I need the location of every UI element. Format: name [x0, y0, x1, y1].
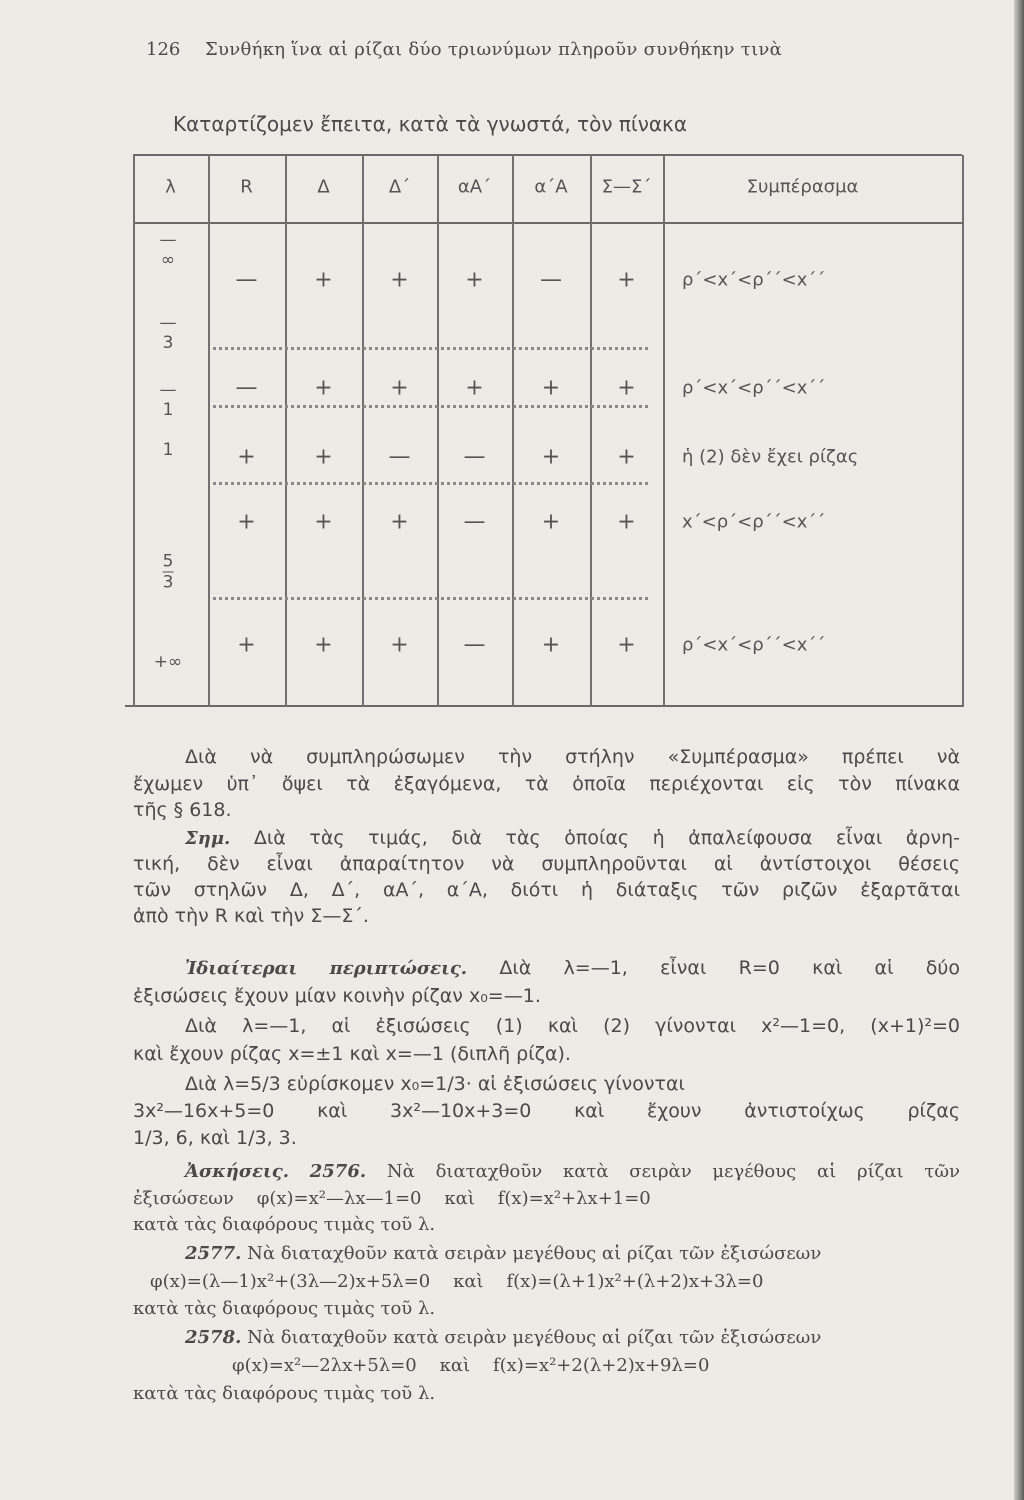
exercise-text: Νὰ διαταχθοῦν κατὰ σειρὰν μεγέθους αἱ ρίζαι τῶν ἐξισώσεων — [241, 1243, 822, 1264]
column-header: αΑ΄ — [457, 176, 492, 198]
column-divider — [512, 155, 514, 707]
table-top-rule — [133, 154, 962, 156]
column-header: α΄Α — [534, 176, 568, 198]
exercise-2577 — [185, 1242, 821, 1266]
exercise-line: ἐξισώσεων φ(x)=x²—λx—1=0 καὶ f(x)=x²+λx+1=0 — [133, 1188, 651, 1209]
conclusion-cell: ρ΄<x΄<ρ΄΄<x΄΄ — [682, 269, 826, 291]
special-line: ἐξισώσεις ἔχουν μίαν κοινὴν ρίζαν x₀=—1. — [133, 985, 541, 1007]
note-line: ἀπὸ τὴν R καὶ τὴν Σ—Σ΄. — [133, 905, 369, 927]
boundary-dotted-line — [213, 597, 648, 600]
sign-cell: — — [463, 444, 486, 470]
sign-cell: + — [314, 509, 333, 535]
special-text: Διὰ λ=—1, εἶναι R=0 καὶ αἱ δύο — [467, 957, 961, 979]
sign-cell: + — [314, 375, 333, 401]
special-line: Διὰ λ=5/3 εὑρίσκομεν x₀=1/3· αἱ ἐξισώσεις γίνονται — [185, 1073, 685, 1095]
exercise-line: φ(x)=x²—2λx+5λ=0 καὶ f(x)=x²+2(λ+2)x+9λ=0 — [232, 1355, 710, 1376]
exercise-line: κατὰ τὰς διαφόρους τιμὰς τοῦ λ. — [133, 1298, 436, 1319]
special-line: καὶ ἔχουν ρίζας x=±1 καὶ x=—1 (διπλῆ ρίζα). — [133, 1043, 571, 1065]
exercise-text: Νὰ διαταχθοῦν κατὰ σειρὰν μεγέθους αἱ ρίζαι τῶν ἐξισώσεων — [241, 1327, 822, 1348]
sign-cell: + — [465, 267, 484, 293]
column-divider — [208, 155, 210, 707]
column-header: Δ — [317, 176, 330, 198]
exercise-line: κατὰ τὰς διαφόρους τιμὰς τοῦ λ. — [133, 1214, 436, 1235]
note-label: Σημ. — [185, 828, 231, 849]
lambda-boundary: 1 — [162, 440, 174, 460]
sign-cell: + — [617, 375, 636, 401]
lambda-boundary: —1 — [159, 380, 177, 420]
paragraph-line: Διὰ νὰ συμπληρώσωμεν τὴν στήλην «Συμπέρασμα» πρέπει νὰ — [185, 746, 960, 768]
sign-cell: + — [541, 509, 561, 535]
paragraph-line: τῆς § 618. — [133, 799, 232, 821]
scan-edge — [1014, 0, 1024, 1500]
exercise-text: Νὰ διαταχθοῦν κατὰ σειρὰν μεγέθους αἱ ρίζαι τῶν — [366, 1161, 960, 1182]
exercise-number: 2578. — [185, 1327, 242, 1348]
boundary-dotted-line — [213, 482, 648, 485]
exercise-2578 — [185, 1326, 821, 1350]
special-line — [185, 956, 960, 981]
sign-cell: + — [314, 267, 333, 293]
sign-cell: + — [617, 632, 636, 658]
exercise-number: 2577. — [185, 1243, 242, 1264]
column-header: Συμπέρασμα — [746, 176, 859, 198]
boundary-dotted-line — [213, 405, 648, 408]
sign-cell: + — [390, 632, 409, 658]
sign-cell: + — [541, 632, 561, 658]
note-line: τική, δὲν εἶναι ἀπαραίτητον νὰ συμπληροῦνται αἱ ἀντίστοιχοι θέσεις — [133, 853, 960, 875]
column-header: R — [240, 176, 253, 198]
boundary-dotted-line — [213, 347, 648, 350]
exercise-line: κατὰ τὰς διαφόρους τιμὰς τοῦ λ. — [133, 1383, 436, 1404]
column-divider — [663, 155, 665, 707]
exercise-2576 — [185, 1160, 960, 1184]
sign-cell: + — [541, 444, 561, 470]
special-label: Ἰδιαίτεραι περιπτώσεις. — [185, 958, 468, 979]
lambda-boundary: +∞ — [153, 652, 183, 672]
note-line: τῶν στηλῶν Δ, Δ΄, αΑ΄, α΄Α, διότι ἡ διάταξις τῶν ριζῶν ἐξαρτᾶται — [133, 879, 960, 901]
sign-cell: + — [237, 444, 256, 470]
conclusion-cell: ρ΄<x΄<ρ΄΄<x΄΄ — [682, 377, 826, 399]
sign-cell: + — [314, 444, 333, 470]
column-header: λ — [165, 176, 176, 198]
special-line: Διὰ λ=—1, αἱ ἐξισώσεις (1) καὶ (2) γίνονται x²—1=0, (x+1)²=0 — [185, 1015, 960, 1037]
table-bottom-rule — [125, 705, 962, 707]
conclusion-cell: ρ΄<x΄<ρ΄΄<x΄΄ — [682, 634, 826, 656]
sign-cell: + — [237, 632, 256, 658]
intro-text: Καταρτίζομεν ἔπειτα, κατὰ τὰ γνωστά, τὸν πίνακα — [173, 112, 688, 136]
sign-cell: + — [617, 267, 636, 293]
paragraph-line: ἔχωμεν ὑπ᾽ ὄψει τὰ ἐξαγόμενα, τὰ ὁποῖα περιέχονται εἰς τὸν πίνακα — [133, 773, 960, 795]
sign-cell: + — [314, 632, 333, 658]
lambda-boundary: $\frac{5}{3}$ — [162, 551, 174, 593]
conclusion-cell: x΄<ρ΄<ρ΄΄<x΄΄ — [682, 511, 826, 533]
column-header: Δ΄ — [388, 176, 411, 198]
sign-cell: — — [235, 267, 258, 293]
sign-cell: — — [463, 509, 486, 535]
sign-cell: + — [541, 375, 561, 401]
exercises-label: Ἀσκήσεις. — [185, 1161, 289, 1182]
page-number: 126 — [146, 39, 181, 60]
exercise-number: 2576. — [309, 1161, 367, 1182]
column-divider — [362, 155, 364, 707]
lambda-boundary: —∞ — [159, 230, 177, 270]
sign-cell: — — [388, 444, 411, 470]
sign-cell: + — [390, 267, 409, 293]
special-line: 1/3, 6, καὶ 1/3, 3. — [133, 1127, 297, 1149]
sign-cell: + — [465, 375, 484, 401]
sign-cell: — — [235, 375, 258, 401]
sign-cell: + — [237, 509, 256, 535]
sign-cell: — — [463, 632, 486, 658]
sign-cell: + — [390, 375, 409, 401]
column-divider — [962, 155, 964, 707]
special-line: 3x²—16x+5=0 καὶ 3x²—10x+3=0 καὶ ἔχουν ἀντιστοίχως ρίζας — [133, 1100, 960, 1122]
note-line — [185, 826, 960, 851]
column-divider — [437, 155, 439, 707]
running-title: Συνθήκη ἵνα αἱ ρίζαι δύο τριωνύμων πληροῦν συνθήκην τινὰ — [205, 39, 783, 60]
sign-cell: + — [390, 509, 409, 535]
column-header: Σ—Σ΄ — [601, 176, 652, 198]
note-text: Διὰ τὰς τιμάς, διὰ τὰς ὁποίας ἡ ἀπαλείφουσα εἶναι ἀρνη- — [230, 827, 960, 849]
sign-cell: + — [617, 444, 636, 470]
header-bottom-rule — [133, 222, 962, 224]
sign-cell: + — [617, 509, 636, 535]
column-divider — [285, 155, 287, 707]
exercise-line: φ(x)=(λ—1)x²+(3λ—2)x+5λ=0 καὶ f(x)=(λ+1)x²+(λ+2)x+3λ=0 — [150, 1271, 764, 1292]
conclusion-cell: ἡ (2) δὲν ἔχει ρίζας — [682, 446, 859, 468]
column-divider — [133, 155, 135, 707]
column-divider — [590, 155, 592, 707]
lambda-boundary: —3 — [159, 313, 177, 353]
sign-cell: — — [540, 267, 562, 293]
